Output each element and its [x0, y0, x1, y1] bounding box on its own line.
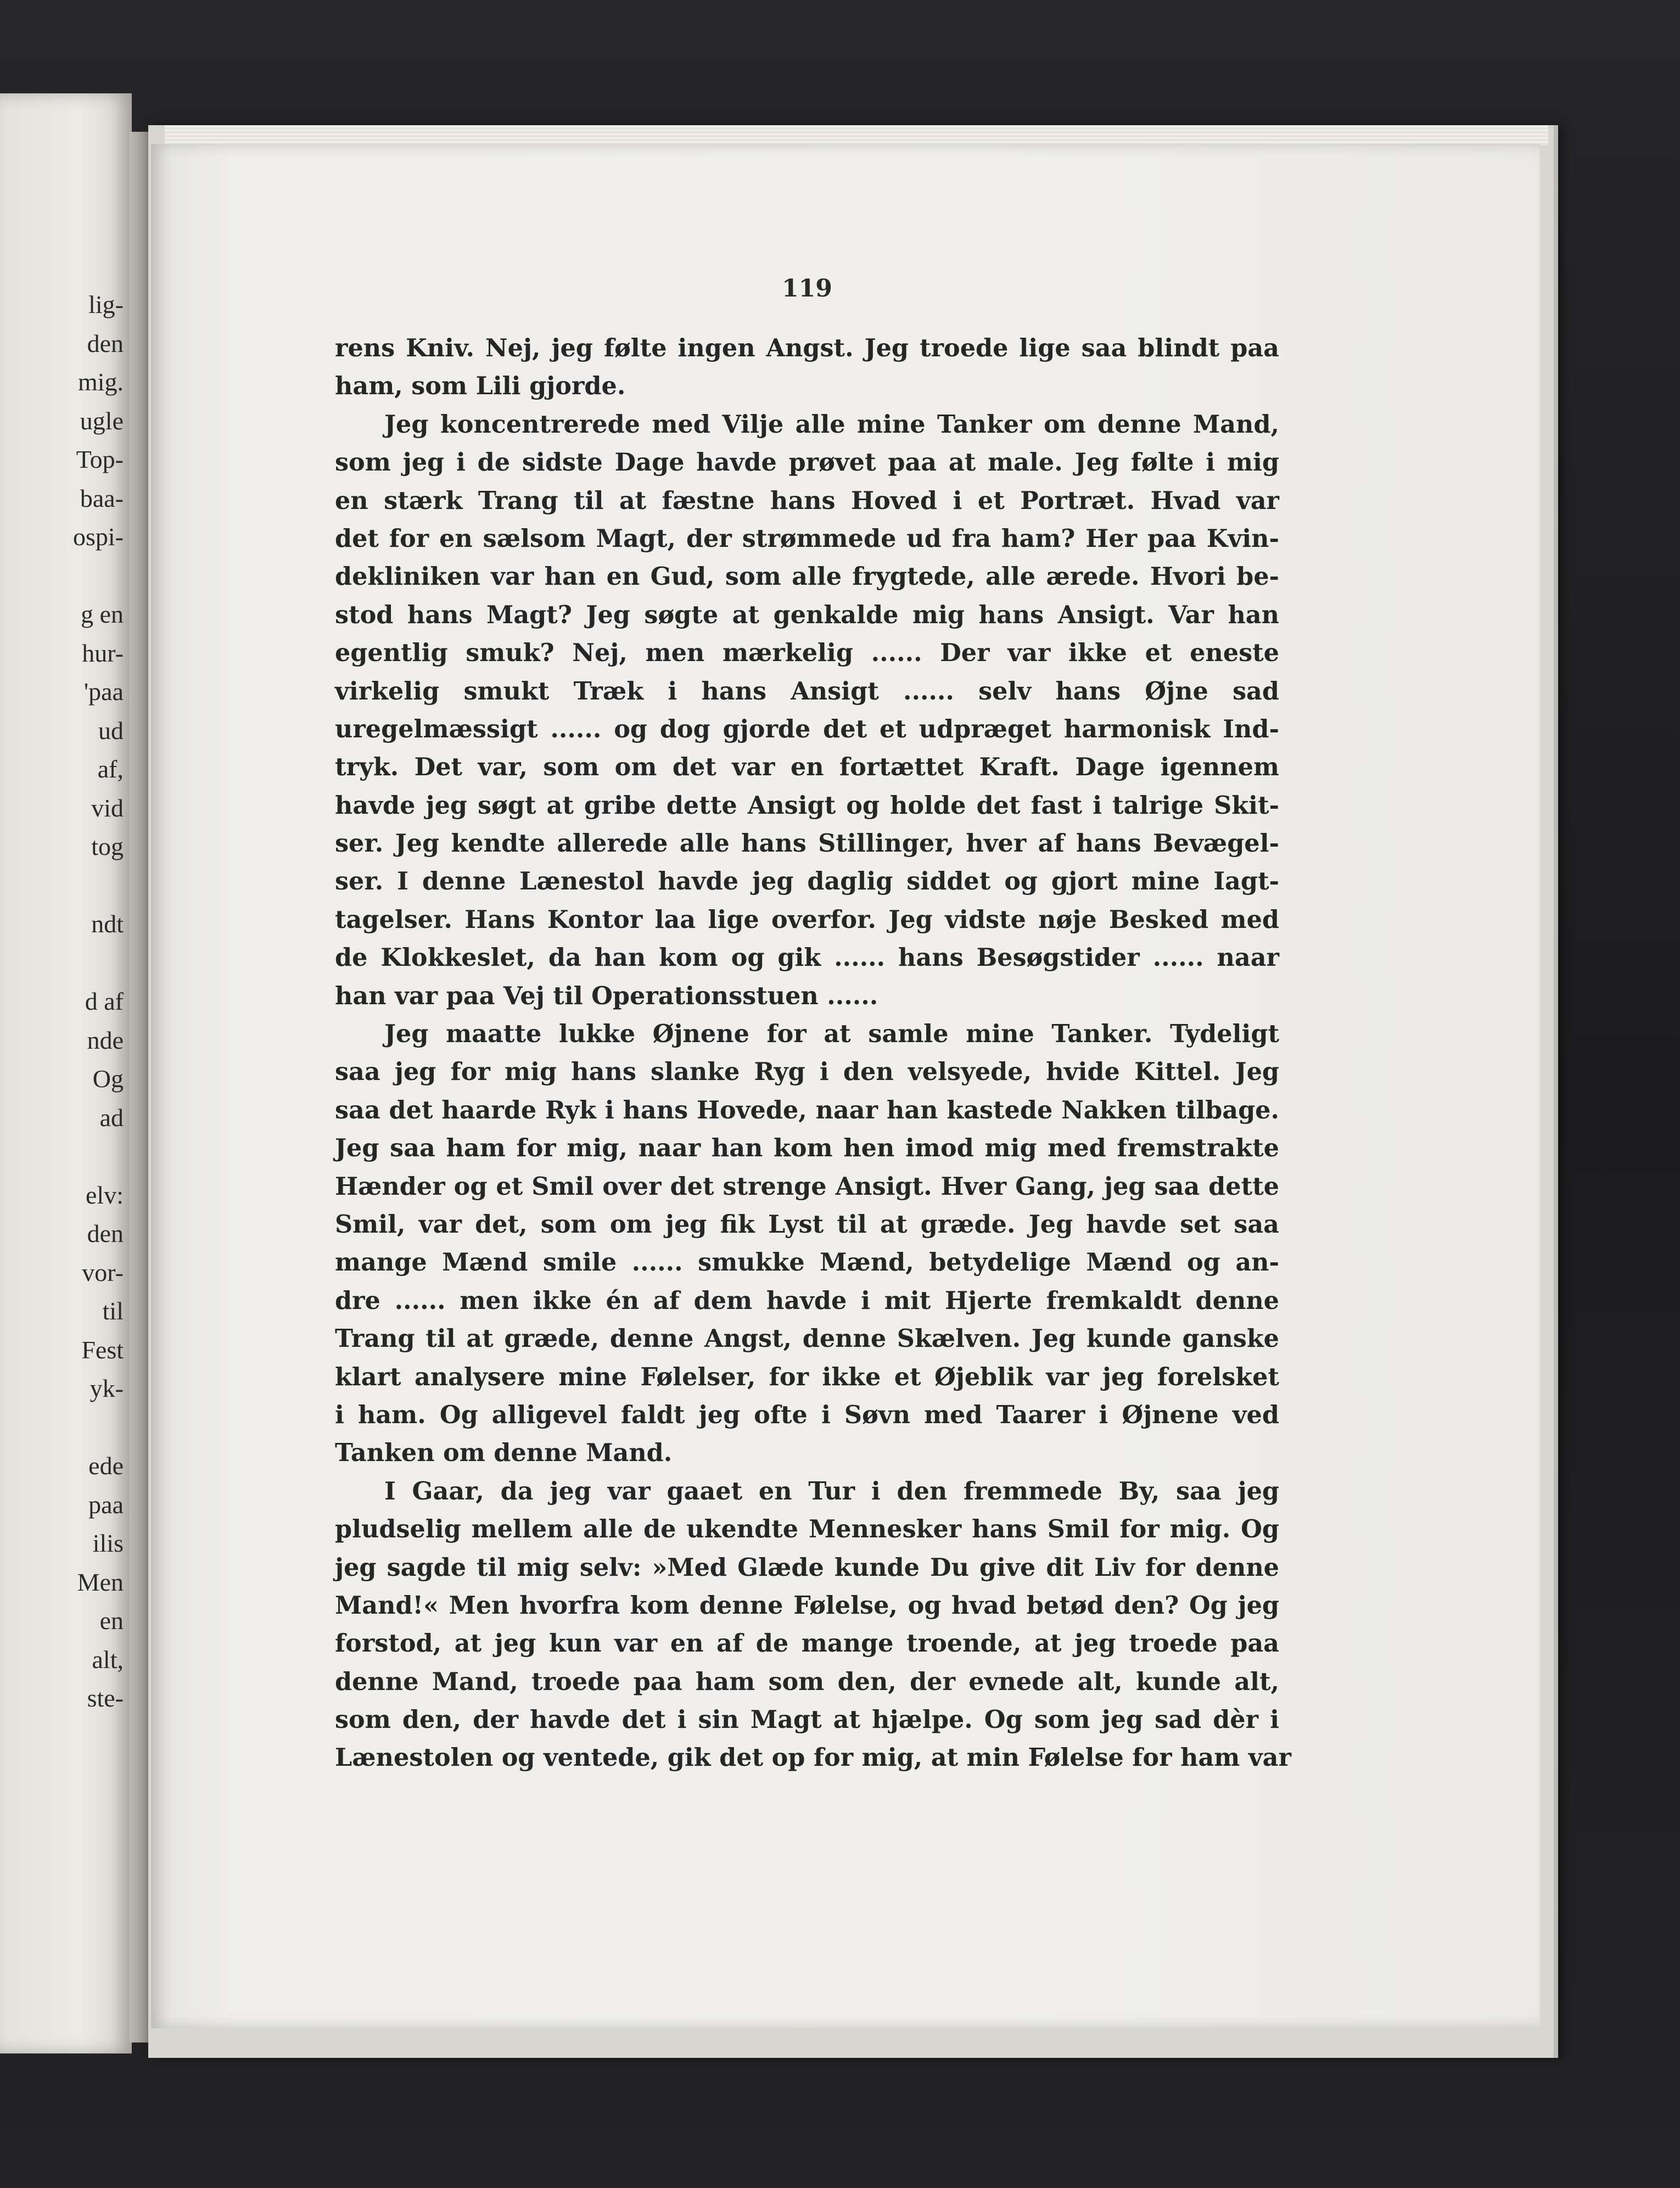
text-line: de Klokkeslet, da han kom og gik ...... hans Besøgstider ...... naar [335, 943, 1279, 972]
text-line: som jeg i de sidste Dage havde prøvet paa at male. Jeg følte i mig [335, 448, 1279, 477]
left-page-fragment [0, 1408, 124, 1447]
left-page-fragment: yk- [89, 1374, 124, 1402]
left-page-fragment [0, 1137, 124, 1176]
text-line: Lænestolen og ventede, gik det op for mig, at min Følelse for ham var [335, 1743, 1291, 1772]
left-page-fragment: af, [97, 755, 124, 783]
text-line: dekliniken var han en Gud, som alle frygtede, alle ærede. Hvori be- [335, 562, 1279, 591]
left-page-fragment: mig. [77, 368, 124, 396]
left-page-fragment: den [87, 329, 124, 357]
text-line: en stærk Trang til at fæstne hans Hoved i et Portræt. Hvad var [335, 486, 1279, 515]
text-line: rens Kniv. Nej, jeg følte ingen Angst. Jeg troede lige saa blindt paa [335, 334, 1279, 362]
text-line: mange Mænd smile ...... smukke Mænd, betydelige Mænd og an- [335, 1248, 1279, 1277]
text-line: han var paa Vej til Operationsstuen ...... [335, 981, 878, 1010]
text-line: tryk. Det var, som om det var en fortættet Kraft. Dage igennem [335, 753, 1279, 782]
text-line: forstod, at jeg kun var en af de mange troende, at jeg troede paa [335, 1629, 1279, 1658]
text-line: jeg sagde til mig selv: »Med Glæde kunde Du give dit Liv for denne [335, 1553, 1279, 1582]
text-line: Jeg koncentrerede med Vilje alle mine Tanker om denne Mand, [384, 410, 1279, 439]
left-page-fragment: vor- [82, 1258, 124, 1286]
left-page-fragment [0, 944, 124, 983]
left-page-fragment: ud [98, 716, 124, 745]
text-line: egentlig smuk? Nej, men mærkelig ...... Der var ikke et eneste [335, 639, 1279, 668]
text-line: pludselig mellem alle de ukendte Mennesker hans Smil for mig. Og [335, 1515, 1279, 1544]
left-page-fragment: alt, [92, 1645, 124, 1674]
text-line: i ham. Og alligevel faldt jeg ofte i Søvn med Taarer i Øjnene ved [335, 1400, 1279, 1429]
text-line: ser. I denne Lænestol havde jeg daglig siddet og gjort mine Iagt- [335, 867, 1279, 896]
text-line: I Gaar, da jeg var gaaet en Tur i den fremmede By, saa jeg [384, 1476, 1279, 1506]
left-page-fragment: Men [77, 1568, 124, 1596]
text-line: Smil, var det, som om jeg fik Lyst til at græde. Jeg havde set saa [335, 1210, 1279, 1239]
left-page-fragment: g en [81, 600, 124, 628]
text-line: ham, som Lili gjorde. [335, 372, 626, 401]
text-line: tagelser. Hans Kontor laa lige overfor. Jeg vidste nøje Besked med [335, 905, 1279, 934]
left-page-fragment: ugle [80, 406, 124, 435]
text-line: klart analysere mine Følelser, for ikke et Øjeblik var jeg forelsket [335, 1362, 1279, 1391]
left-page-fragment: lig- [88, 290, 124, 318]
left-page-fragment: Fest [81, 1335, 124, 1364]
text-line: virkelig smukt Træk i hans Ansigt ...... selv hans Øjne sad [335, 676, 1279, 706]
text-line: havde jeg søgt at gribe dette Ansigt og holde det fast i talrige Skit- [335, 791, 1279, 820]
text-line: saa jeg for mig hans slanke Ryg i den velsyede, hvide Kittel. Jeg [335, 1057, 1279, 1087]
left-page-text-fragments [0, 286, 124, 1718]
body-text [335, 329, 1291, 1777]
text-line: det for en sælsom Magt, der strømmede ud fra ham? Her paa Kvin- [335, 524, 1279, 553]
text-line: Tanken om denne Mand. [335, 1439, 673, 1468]
text-line: denne Mand, troede paa ham som den, der evnede alt, kunde alt, [335, 1667, 1279, 1696]
left-page-fragment: en [99, 1607, 124, 1635]
left-page-fragment: ospi- [73, 523, 124, 551]
left-page-fragment: baa- [80, 484, 124, 512]
text-line: Hænder og et Smil over det strenge Ansigt. Hver Gang, jeg saa dette [335, 1172, 1279, 1201]
left-page-fragment: paa [88, 1490, 124, 1519]
page-number: 119 [782, 275, 832, 303]
left-page-fragment: ede [88, 1452, 124, 1480]
left-page-fragment: den [87, 1219, 124, 1247]
left-page-fragment: 'paa [83, 678, 124, 706]
text-line: uregelmæssigt ...... og dog gjorde det et udpræget harmonisk Ind- [335, 714, 1279, 743]
text-line: som den, der havde det i sin Magt at hjælpe. Og som jeg sad dèr i [335, 1705, 1279, 1734]
page-stack-top-edge [165, 125, 1548, 145]
left-page-fragment: nde [87, 1026, 124, 1054]
text-line: Jeg saa ham for mig, naar han kom hen imod mig med fremstrakte [335, 1134, 1279, 1163]
text-line: saa det haarde Ryk i hans Hovede, naar han kastede Nakken tilbage. [335, 1095, 1279, 1124]
left-page-fragment: Top- [76, 445, 124, 473]
text-line: dre ...... men ikke én af dem havde i mit Hjerte fremkaldt denne [335, 1286, 1279, 1315]
left-page-fragment: ste- [87, 1684, 124, 1712]
left-page-fragment: Og [92, 1065, 124, 1093]
left-page-fragment: elv: [86, 1180, 124, 1209]
left-page-fragment [0, 557, 124, 596]
left-page-fragment: ilis [92, 1529, 124, 1557]
text-line: Jeg maatte lukke Øjnene for at samle mine Tanker. Tydeligt [384, 1020, 1279, 1049]
left-page-fragment [0, 866, 124, 905]
left-page-fragment: ad [99, 1103, 124, 1132]
left-page-fragment: ndt [91, 910, 124, 938]
left-page-fragment: vid [91, 793, 124, 822]
left-page-fragment: d af [85, 987, 124, 1015]
text-line: Trang til at græde, denne Angst, denne Skælven. Jeg kunde ganske [335, 1324, 1279, 1353]
left-page-fragment: tog [91, 832, 124, 860]
text-line: stod hans Magt? Jeg søgte at genkalde mig hans Ansigt. Var han [335, 600, 1279, 629]
text-line: Mand!« Men hvorfra kom denne Følelse, og hvad betød den? Og jeg [335, 1591, 1279, 1620]
text-line: ser. Jeg kendte allerede alle hans Stillinger, hver af hans Bevægel- [335, 829, 1279, 858]
left-page-fragment: til [102, 1297, 124, 1325]
left-page-fragment: hur- [82, 639, 124, 667]
